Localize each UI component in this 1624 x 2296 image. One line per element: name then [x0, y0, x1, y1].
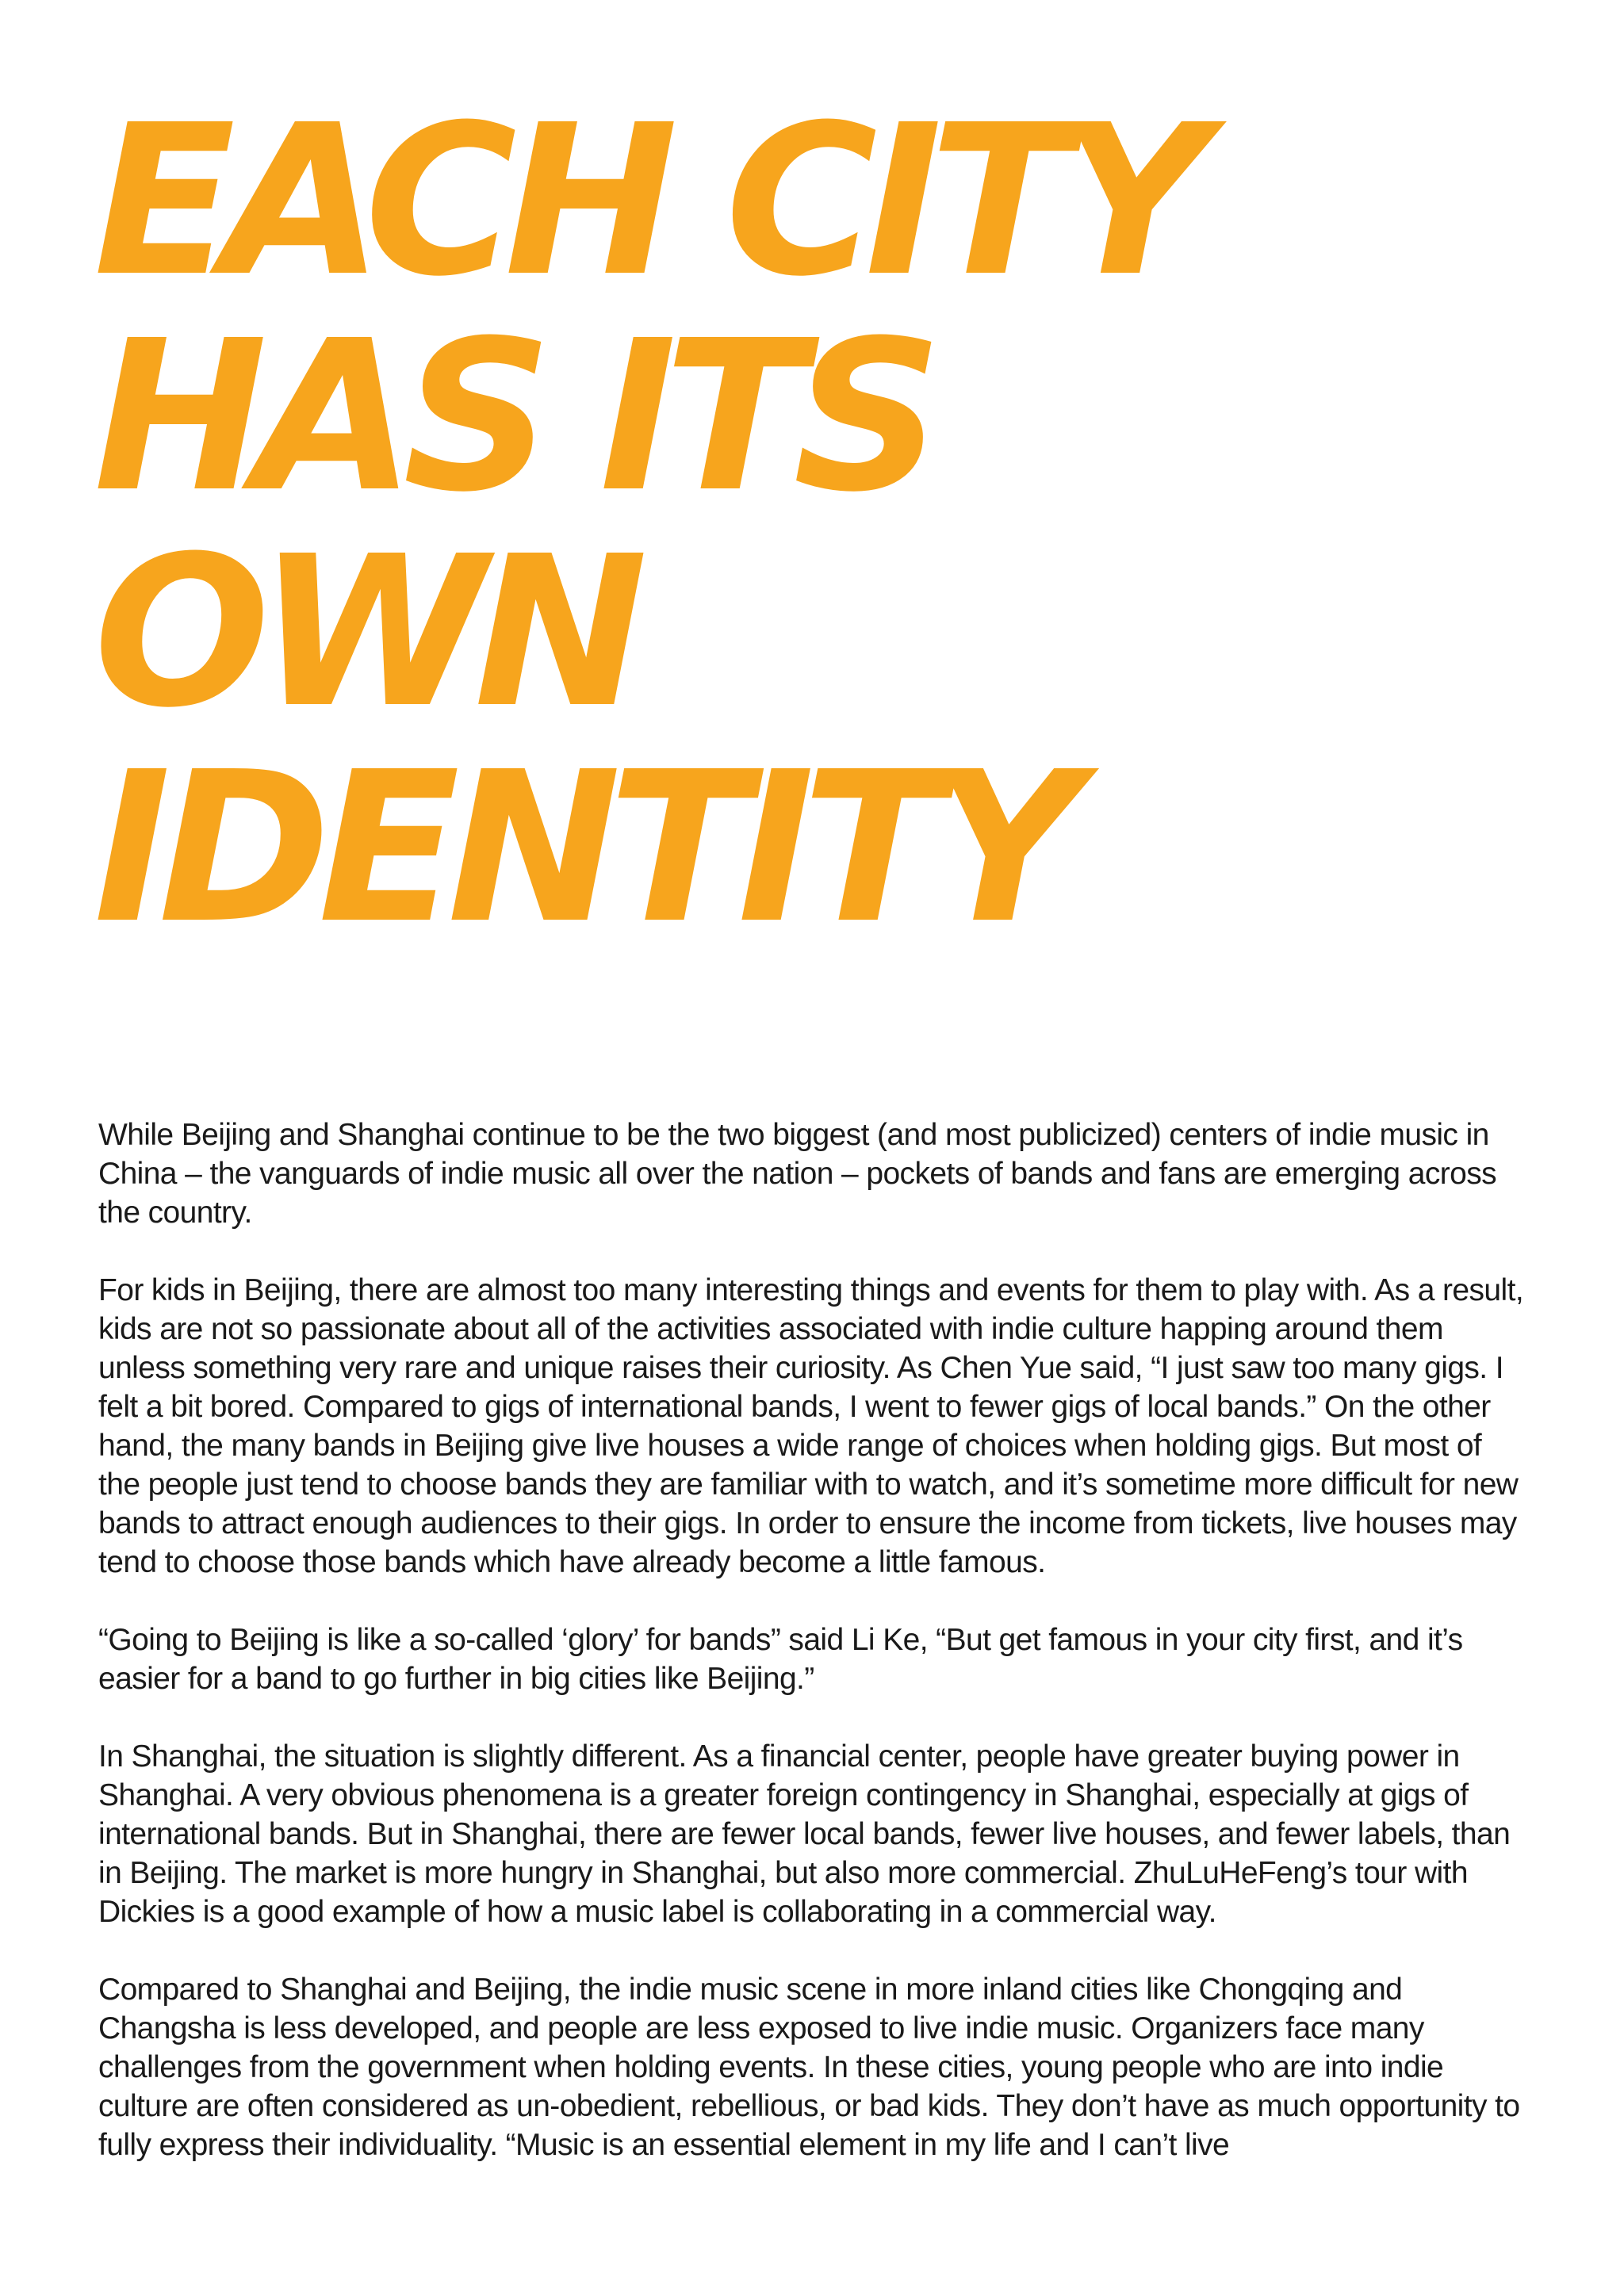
paragraph-2: For kids in Beijing, there are almost too many interesting things and events for them to play with. As a result, kids are not so passionate about all of the activities associated with indie culture happing around them unless something very rare and unique raises their curiosity. As Chen Yue said, “I just saw too many gigs. I felt a bit bored. Compared to gigs of international bands, I went to fewer gigs of local bands.” On the other hand, the many bands in Beijing give live houses a wide range of choices when holding gigs. But most of the people just tend to choose bands they are familiar with to watch, and it’s sometime more difficult for new bands to attract enough audiences to their gigs. In order to ensure the income from tickets, live houses may tend to choose those bands which have already become a little famous.: [98, 1273, 1524, 1579]
paragraph-1: While Beijing and Shanghai continue to be the two biggest (and most publicized) centers of indie music in China – the vanguards of indie music all over the nation – pockets of bands and fans are emerging across the country.: [98, 1118, 1497, 1230]
headline-line-4: IDENTITY: [94, 727, 1069, 969]
headline-line-2: HAS ITS: [94, 296, 930, 538]
paragraph-3: “Going to Beijing is like a so-called ‘glory’ for bands” said Li Ke, “But get famous in your city first, and it’s easier for a band to go further in big cities like Beijing.”: [98, 1623, 1463, 1696]
article-body: [98, 1115, 1526, 2164]
headline: [94, 80, 1197, 969]
paragraph-5: Compared to Shanghai and Beijing, the indie music scene in more inland cities like Chongqing and Changsha is less developed, and people are less exposed to live indie music. Organizers face many challenges from the government when holding events. In these cities, young people who are into indie culture are often considered as un-obedient, rebellious, or bad kids. They don’t have as much opportunity to fully express their individuality. “Music is an essential element in my life and I can’t live: [98, 1973, 1520, 2162]
headline-line-1: EACH CITY: [94, 80, 1197, 322]
headline-line-3: OWN: [94, 511, 635, 753]
paragraph-4: In Shanghai, the situation is slightly different. As a financial center, people have greater buying power in Shanghai. A very obvious phenomena is a greater foreign contingency in Shanghai, especially at gigs of international bands. But in Shanghai, there are fewer local bands, fewer live houses, and fewer labels, than in Beijing. The market is more hungry in Shanghai, but also more commercial. ZhuLuHeFeng’s tour with Dickies is a good example of how a music label is collaborating in a commercial way.: [98, 1739, 1511, 1929]
